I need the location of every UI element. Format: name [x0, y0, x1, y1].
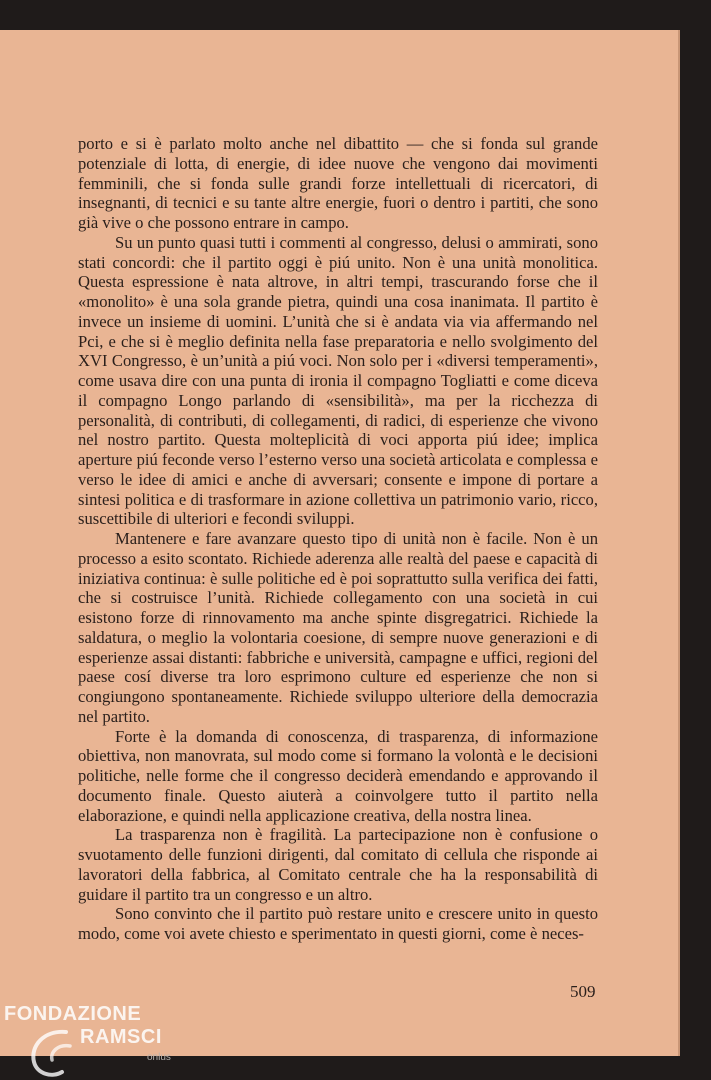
watermark-line-2: RAMSCI	[80, 1026, 162, 1048]
fondazione-gramsci-watermark	[4, 1000, 204, 1080]
watermark-sub: onlus	[147, 1052, 171, 1063]
paragraph-4: Forte è la domanda di conoscenza, di trasparenza, di informazione obiettiva, non manovrata, sul modo come si formano la volontà e le decisioni politiche, nelle forme che il congresso deciderà emendando e approvando il documento finale. Questo aiuterà a coinvolgere tutto il partito nella elaborazione, e quindi nella applicazione creativa, della nostra linea.	[78, 726, 598, 825]
paragraph-3: Mantenere e fare avanzare questo tipo di unità non è facile. Non è un processo a esito scontato. Richiede aderenza alle realtà del paese e capacità di iniziativa continua: è sulle politiche ed è poi soprattutto sulla verifica dei fatti, che si costruisce l’unità. Richiede collegamento con una società in cui esistono forze di rinnovamento ma anche spinte disgregatrici. Richiede la saldatura, o meglio la volontaria coesione, di sempre nuove generazioni e di esperienze assai distanti: fabbriche e università, campagne e uffici, regioni del paese cosí diverse tra loro esprimono culture ed esperienze che non si congiungono spontaneamente. Richiede sviluppo ulteriore della democrazia nel partito.	[78, 529, 598, 726]
watermark-line-1: FONDAZIONE	[4, 1003, 142, 1025]
body-text	[78, 134, 598, 944]
paragraph-5: La trasparenza non è fragilità. La partecipazione non è confusione o svuotamento delle funzioni dirigenti, dal comitato di cellula che risponde ai lavoratori della fabbrica, al Comitato centrale che ha la responsabilità di guidare il partito tra un congresso e un altro.	[78, 825, 598, 904]
page-number: 509	[570, 982, 596, 1001]
book-page	[0, 30, 680, 1056]
paragraph-6: Sono convinto che il partito può restare unito e crescere unito in questo modo, come voi avete chiesto e sperimentato in questi giorni, come è neces-	[78, 904, 598, 943]
paragraph-2: Su un punto quasi tutti i commenti al congresso, delusi o ammirati, sono stati concordi: che il partito oggi è piú unito. Non è una unità monolitica. Questa espressione è nata altrove, in altri tempi, trascurando forse che il «monolito» è una sola grande pietra, quindi una cosa inanimata. Il partito è invece un insieme di uomini. L’unità che si è andata via via affermando nel Pci, e che si è meglio definita nella fase preparatoria e nello svolgimento del XVI Congresso, è un’unità a piú voci. Non solo per i «diversi temperamenti», come usava dire con una punta di ironia il compagno Togliatti e come diceva il compagno Longo parlando di «sensibilità», ma per la ricchezza di personalità, di contributi, di collegamenti, di radici, di esperienze che vivono nel nostro partito. Questa molteplicità di voci apporta piú idee; implica aperture piú feconde verso l’esterno verso una società articolata e complessa e verso le idee di amici e anche di avversari; consente e impone di portare a sintesi politica e di trasformare in azione collettiva un patrimonio vario, ricco, suscettibile di ulteriori e fecondi sviluppi.	[78, 232, 598, 529]
swirl-logo-icon	[26, 1024, 82, 1080]
paragraph-1: porto e si è parlato molto anche nel dibattito — che si fonda sul grande potenziale di lotta, di energie, di idee nuove che vengono dai movimenti femminili, che si fonda sulle grandi forze intellettuali di ricercatori, di insegnanti, di tecnici e su tante altre energie, fuori o dentro i partiti, che sono già vive o che possono entrare in campo.	[78, 134, 598, 232]
